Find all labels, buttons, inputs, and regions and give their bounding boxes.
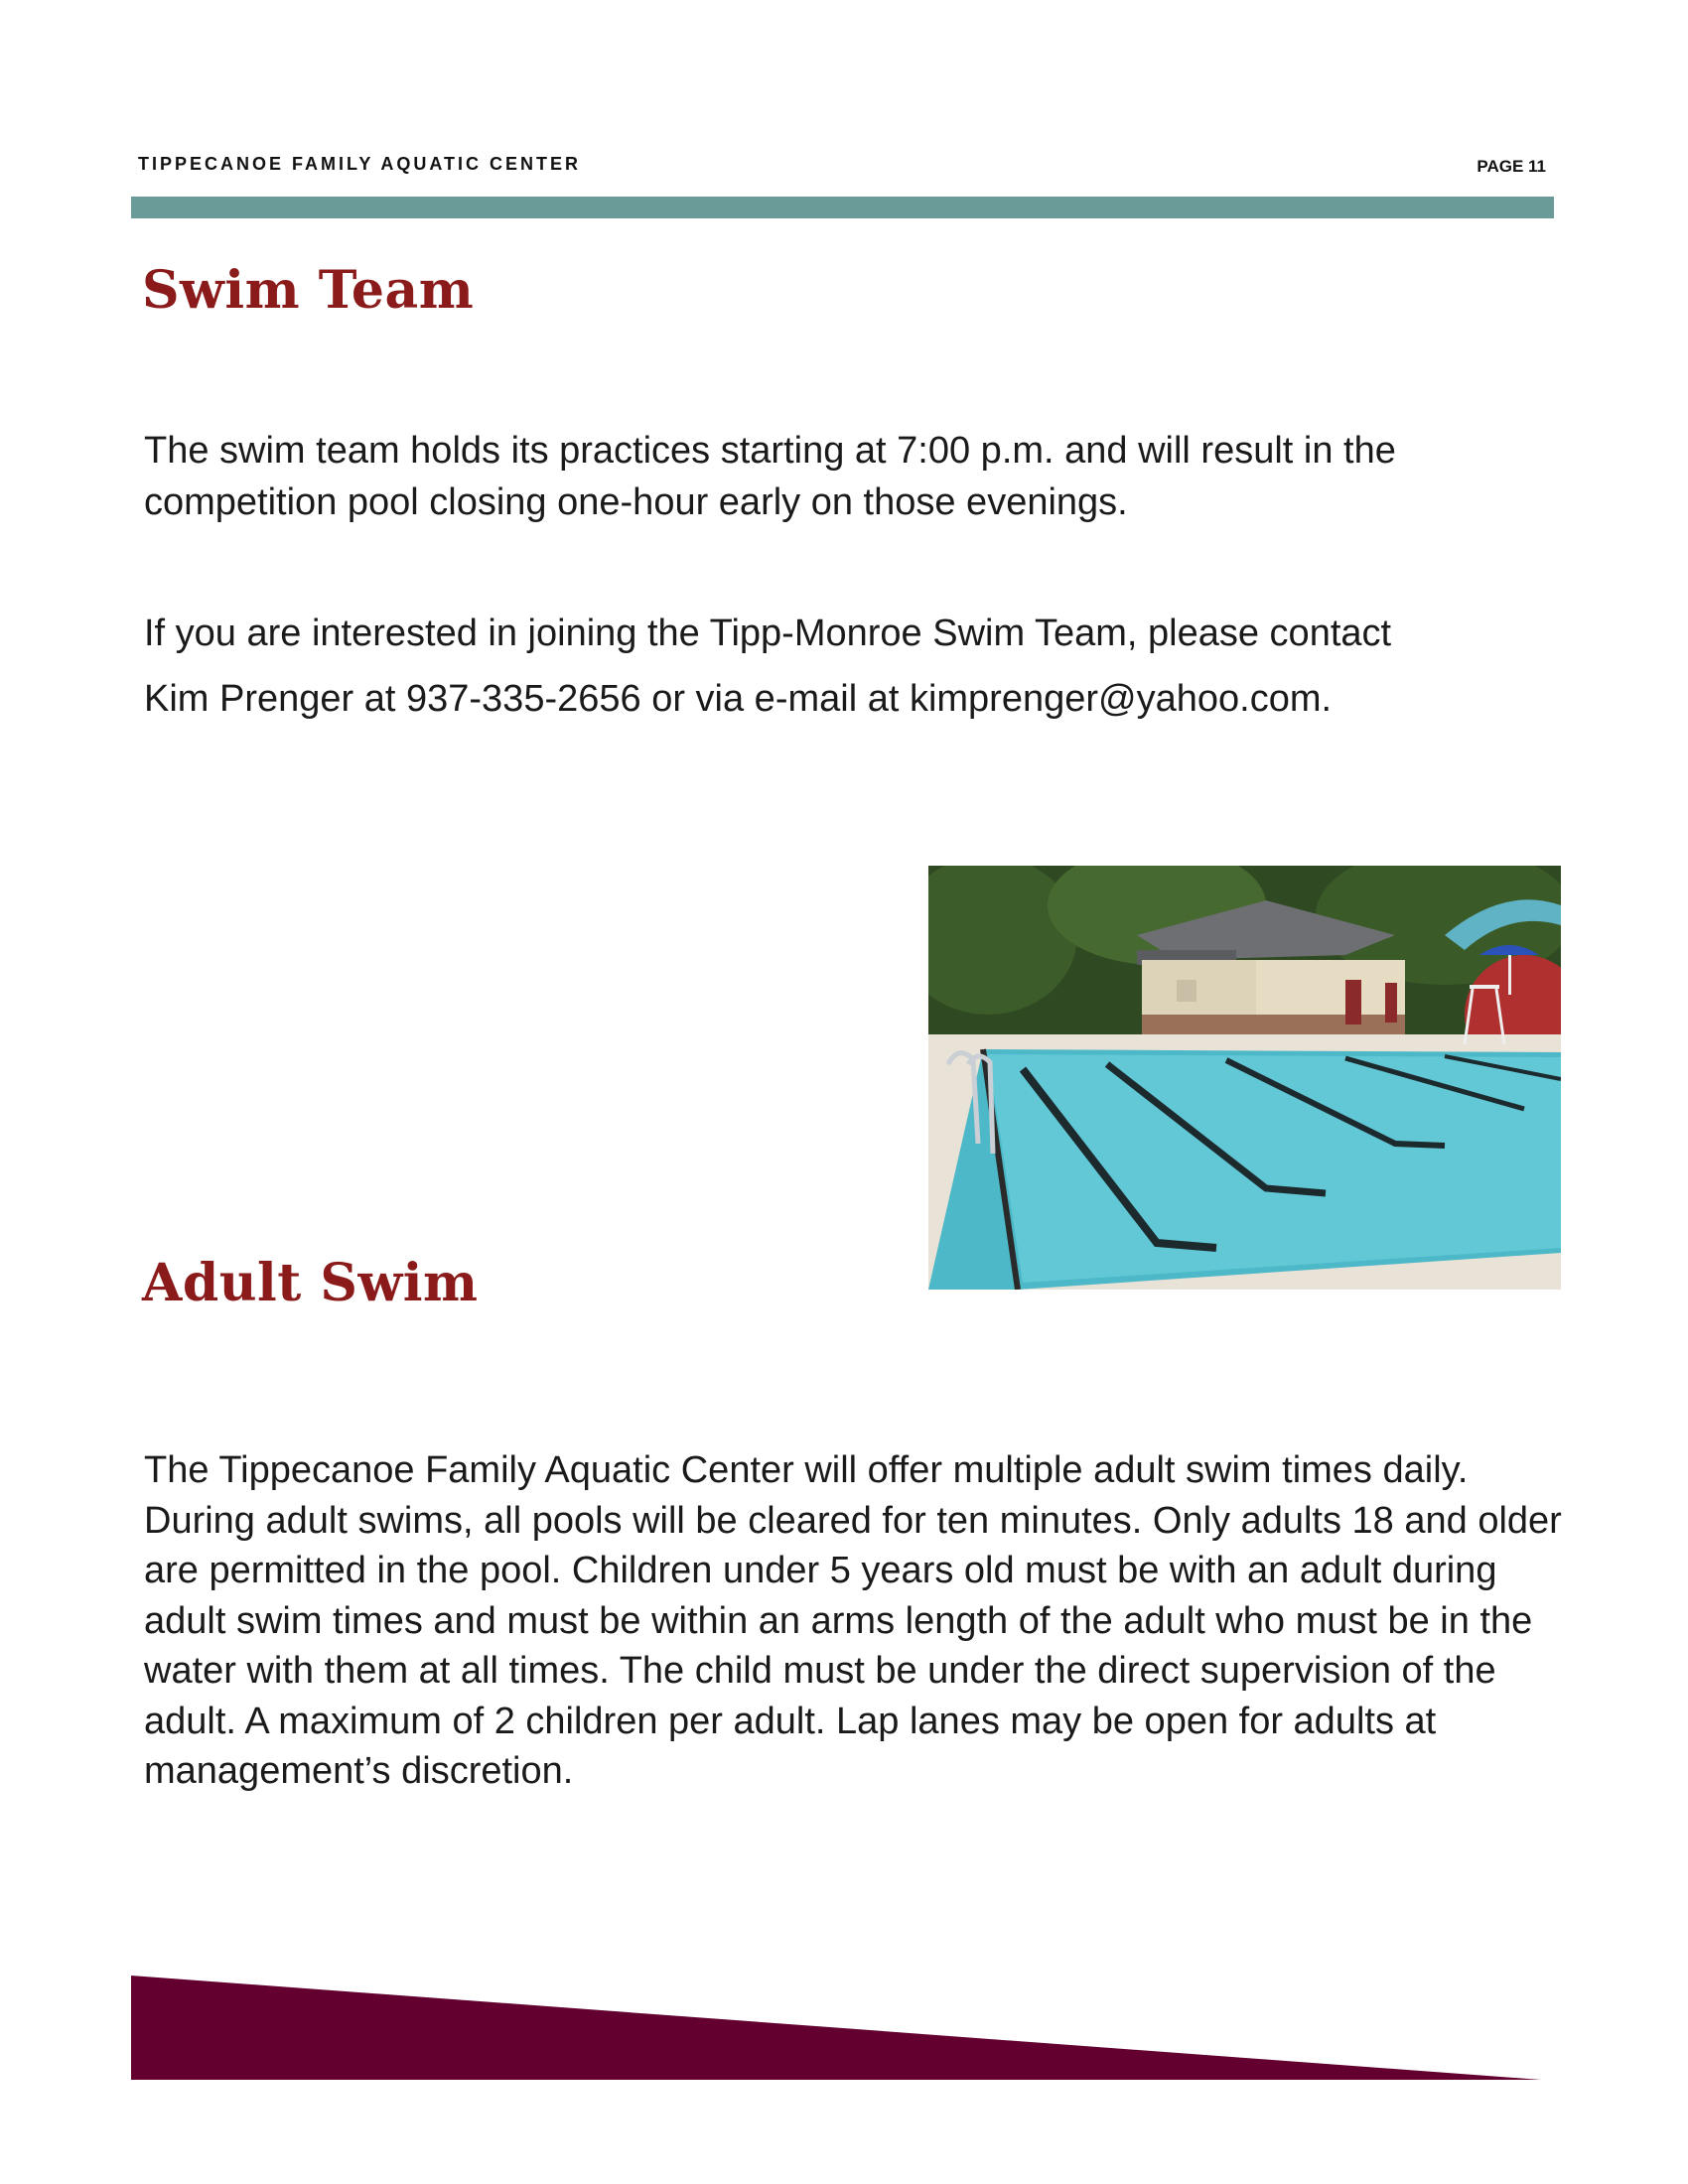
page-number: PAGE 11: [1477, 157, 1546, 176]
pool-photo: [928, 866, 1561, 1290]
swim-team-contact-text: If you are interested in joining the Tipp-Monroe Swim Team, please contact Kim Prenger at 937-335-2656 or via e-mail at kimprenger@yahoo.com.: [144, 613, 1392, 720]
adult-swim-text: The Tippecanoe Family Aquatic Center will offer multiple adult swim times daily. During adult swims, all pools will be cleared for ten minutes. Only adults 18 and older are permitted in the pool. Children under 5 years old must be with an adult during adult swim times and must be within an arms length of the adult who must be in the water with them at all times. The child must be under the direct supervision of the adult. A maximum of 2 children per adult. Lap lanes may be open for adults at management’s discretion.: [144, 1449, 1562, 1792]
adult-swim-heading: Adult Swim: [142, 1253, 479, 1313]
header-divider: [131, 197, 1554, 218]
footer-band: [131, 1976, 1541, 2080]
newsletter-title: TIPPECANOE FAMILY AQUATIC CENTER: [138, 154, 582, 174]
swim-team-practice-text: The swim team holds its practices starting at 7:00 p.m. and will result in the competition pool closing one-hour early on those evenings.: [144, 430, 1396, 523]
swim-team-heading: Swim Team: [142, 260, 475, 321]
